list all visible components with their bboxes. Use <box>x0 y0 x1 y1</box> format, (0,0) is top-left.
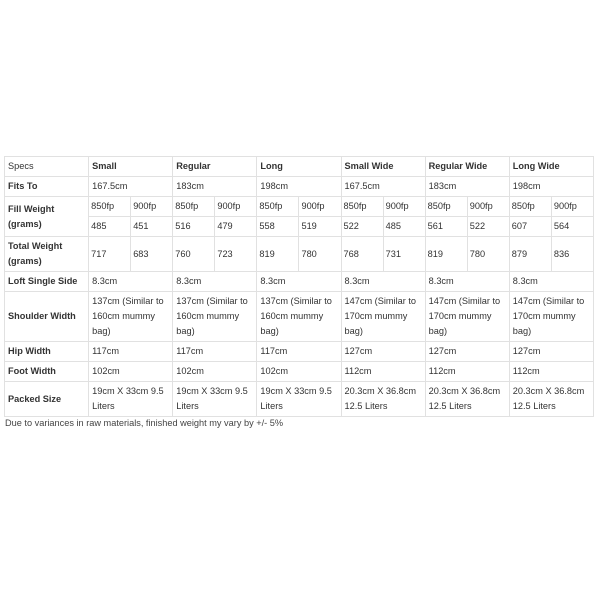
row-label-fill-weight <box>5 197 89 237</box>
table-cell: 485 <box>383 217 425 237</box>
table-cell: 127cm <box>425 342 509 362</box>
table-cell: 819 <box>257 237 299 272</box>
table-cell: 760 <box>173 237 215 272</box>
table-cell: 561 <box>425 217 467 237</box>
table-cell: 8.3cm <box>425 272 509 292</box>
table-row-fill-weight <box>5 197 594 217</box>
table-cell: 768 <box>341 237 383 272</box>
row-label-fill-weight-line1: Fill Weight <box>8 203 55 214</box>
specs-header-cell: Specs <box>5 157 89 177</box>
table-cell: 819 <box>425 237 467 272</box>
table-cell: 479 <box>215 217 257 237</box>
table-row-packed-size <box>5 382 594 417</box>
table-cell: 102cm <box>173 362 257 382</box>
table-cell: 683 <box>131 237 173 272</box>
header-row <box>5 157 594 177</box>
table-cell: 780 <box>467 237 509 272</box>
table-cell: 183cm <box>425 177 509 197</box>
table-cell: 20.3cm X 36.8cm 12.5 Liters <box>425 382 509 417</box>
table-cell: 607 <box>509 217 551 237</box>
table-row-fill-weight-values <box>5 217 594 237</box>
table-cell: 19cm X 33cm 9.5 Liters <box>173 382 257 417</box>
table-cell: 900fp <box>131 197 173 217</box>
table-cell: 8.3cm <box>173 272 257 292</box>
table-cell: 147cm (Similar to 170cm mummy bag) <box>509 292 593 342</box>
row-label-total-weight <box>5 237 89 272</box>
table-row-total-weight <box>5 237 594 272</box>
table-cell: 147cm (Similar to 170cm mummy bag) <box>341 292 425 342</box>
table-cell: 850fp <box>425 197 467 217</box>
table-cell: 112cm <box>425 362 509 382</box>
table-row-fits-to <box>5 177 594 197</box>
table-row-hip-width <box>5 342 594 362</box>
table-cell: 879 <box>509 237 551 272</box>
table-cell: 8.3cm <box>341 272 425 292</box>
spec-table <box>4 156 594 417</box>
table-cell: 20.3cm X 36.8cm 12.5 Liters <box>341 382 425 417</box>
table-cell: 900fp <box>383 197 425 217</box>
table-cell: 112cm <box>509 362 593 382</box>
table-cell: 900fp <box>215 197 257 217</box>
table-cell: 20.3cm X 36.8cm 12.5 Liters <box>509 382 593 417</box>
table-cell: 117cm <box>257 342 341 362</box>
size-header-regular: Regular <box>173 157 257 177</box>
table-cell: 19cm X 33cm 9.5 Liters <box>257 382 341 417</box>
table-row-loft <box>5 272 594 292</box>
table-cell: 102cm <box>89 362 173 382</box>
row-label-loft: Loft Single Side <box>5 272 89 292</box>
table-cell: 127cm <box>341 342 425 362</box>
row-label-shoulder-width: Shoulder Width <box>5 292 89 342</box>
table-cell: 137cm (Similar to 160cm mummy bag) <box>257 292 341 342</box>
row-label-fill-weight-line2: (grams) <box>8 218 42 229</box>
table-cell: 8.3cm <box>89 272 173 292</box>
table-cell: 900fp <box>551 197 593 217</box>
table-cell: 723 <box>215 237 257 272</box>
table-cell: 19cm X 33cm 9.5 Liters <box>89 382 173 417</box>
size-header-small-wide: Small Wide <box>341 157 425 177</box>
table-cell: 167.5cm <box>89 177 173 197</box>
table-cell: 850fp <box>509 197 551 217</box>
table-cell: 485 <box>89 217 131 237</box>
table-cell: 516 <box>173 217 215 237</box>
table-cell: 137cm (Similar to 160cm mummy bag) <box>89 292 173 342</box>
table-cell: 117cm <box>173 342 257 362</box>
table-cell: 198cm <box>257 177 341 197</box>
table-cell: 112cm <box>341 362 425 382</box>
table-cell: 564 <box>551 217 593 237</box>
table-cell: 850fp <box>341 197 383 217</box>
table-cell: 127cm <box>509 342 593 362</box>
table-cell: 183cm <box>173 177 257 197</box>
table-cell: 780 <box>299 237 341 272</box>
weight-variance-footnote: Due to variances in raw materials, finished weight my vary by +/- 5% <box>5 418 284 428</box>
table-cell: 717 <box>89 237 131 272</box>
row-label-packed-size: Packed Size <box>5 382 89 417</box>
table-cell: 900fp <box>467 197 509 217</box>
table-cell: 451 <box>131 217 173 237</box>
table-cell: 102cm <box>257 362 341 382</box>
table-cell: 167.5cm <box>341 177 425 197</box>
table-cell: 198cm <box>509 177 593 197</box>
size-header-regular-wide: Regular Wide <box>425 157 509 177</box>
table-cell: 519 <box>299 217 341 237</box>
row-label-foot-width: Foot Width <box>5 362 89 382</box>
size-header-long: Long <box>257 157 341 177</box>
size-header-small: Small <box>89 157 173 177</box>
table-row-foot-width <box>5 362 594 382</box>
row-label-total-weight-line1: Total Weight <box>8 241 63 251</box>
table-cell: 850fp <box>257 197 299 217</box>
table-cell: 731 <box>383 237 425 272</box>
table-cell: 8.3cm <box>509 272 593 292</box>
row-label-hip-width: Hip Width <box>5 342 89 362</box>
table-cell: 900fp <box>299 197 341 217</box>
table-cell: 522 <box>467 217 509 237</box>
row-label-fits-to: Fits To <box>5 177 89 197</box>
table-cell: 137cm (Similar to 160cm mummy bag) <box>173 292 257 342</box>
size-header-long-wide: Long Wide <box>509 157 593 177</box>
table-cell: 147cm (Similar to 170cm mummy bag) <box>425 292 509 342</box>
table-cell: 836 <box>551 237 593 272</box>
table-cell: 117cm <box>89 342 173 362</box>
table-cell: 850fp <box>89 197 131 217</box>
table-cell: 850fp <box>173 197 215 217</box>
table-cell: 8.3cm <box>257 272 341 292</box>
table-cell: 522 <box>341 217 383 237</box>
table-row-shoulder-width <box>5 292 594 342</box>
table-cell: 558 <box>257 217 299 237</box>
row-label-total-weight-line2: (grams) <box>8 256 42 266</box>
